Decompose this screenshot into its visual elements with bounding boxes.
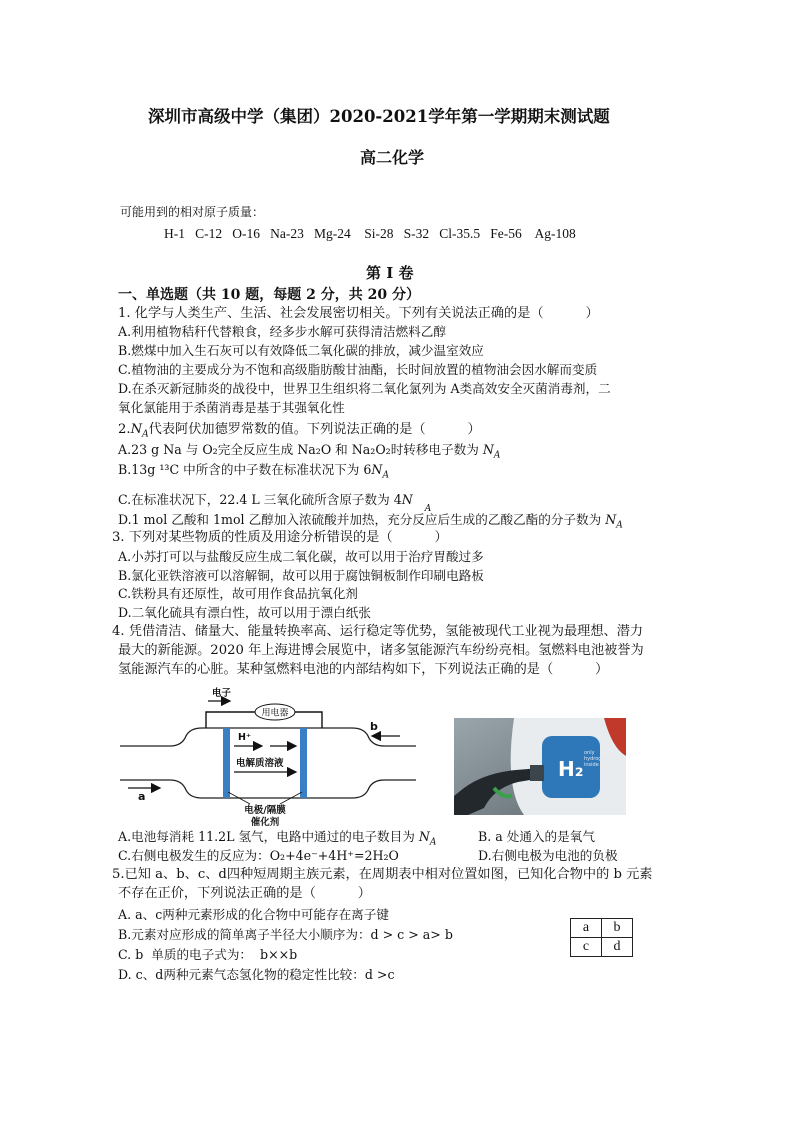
na-subscript: A [493,450,501,461]
device-label: 用电器 [261,708,289,719]
section-heading: 一、单选题（共 10 题，每题 2 分，共 20 分） [118,287,420,303]
left-electrode [223,728,230,798]
table-cell: d [602,938,633,957]
q5-stem-line1: 5.已知 a、b、c、d四种短周期主族元素，在周期表中相对位置如图，已知化合物中的 b 元素 [112,867,653,882]
q2-option-d-text: D.1 mol 乙酸和 1mol 乙醇加入浓硫酸并加热，充分反应后生成的乙酸乙酯的分子数为 [118,512,602,527]
nozzle-tip [530,765,544,781]
q1-option-b: B.燃煤中加入生石灰可以有效降低二氧化碳的排放，减少温室效应 [118,343,484,358]
exam-subject: 高二化学 [360,148,425,167]
h2-label: H₂ [558,757,584,781]
q1-stem: 1. 化学与人类生产、生活、社会发展密切相关。下列有关说法正确的是（ ） [118,306,599,321]
q4-stem-line3: 氢能源汽车的心脏。某种氢燃料电池的内部结构如下，下列说法正确的是（ ） [118,662,609,677]
na-symbol: N [605,512,617,527]
photo-small-text-2: hydrogen [584,756,608,762]
na-subscript: A [429,837,437,848]
table-cell: b [602,919,633,938]
q2-option-b-text: B.13g ¹³C 中所含的中子数在标准状况下为 6 [118,462,372,477]
electron-label: 电子 [212,688,232,699]
q2-option-a-text: A.23 g Na 与 O₂完全反应生成 Na₂O 和 Na₂O₂时转移电子数为 [118,442,479,457]
inlet-a-label: a [138,790,146,803]
catalyst-label: 催化剂 [250,817,280,826]
na-symbol: N [371,462,383,477]
q4-stem-line2: 最大的新能源。2020 年上海进博会展览中，诸多氢能源汽车纷纷亮相。氢燃料电池被誉为 [118,643,644,658]
q5-option-c: C. b 单质的电子式为： b××b [118,947,298,962]
q3-option-b: B.氯化亚铁溶液可以溶解铜，故可以用于腐蚀铜板制作印刷电路板 [118,568,484,583]
q3-option-a: A.小苏打可以与盐酸反应生成二氧化碳，故可以用于治疗胃酸过多 [118,549,484,564]
q4-option-c: C.右侧电极发生的反应为：O₂+4e⁻+4H⁺=2H₂O [118,848,399,863]
atomic-mass-label: 可能用到的相对原子质量： [120,205,265,219]
element-position-table [570,918,633,957]
table-row [571,938,633,957]
q1-option-c: C.植物油的主要成分为不饱和高级脂肪酸甘油酯，长时间放置的植物油会因水解而变质 [118,362,598,377]
q4-option-b: B. a 处通入的是氧气 [478,829,595,844]
q2-stem-text: 代表阿伏加德罗常数的值。下列说法正确的是（ ） [148,422,481,437]
q2-option-b [118,461,389,485]
table-cell: a [571,919,602,938]
q4-stem-line1: 4. 凭借清洁、储量大、能量转换率高、运行稳定等优势，氢能被现代工业视为最理想、潜力 [112,624,644,639]
na-subscript: A [142,429,149,440]
inlet-b-label: b [370,720,378,733]
q1-option-a: A.利用植物秸秆代替粮食，经多步水解可获得清洁燃料乙醇 [118,324,446,339]
na-symbol: N [401,492,413,507]
na-symbol: N [482,442,494,457]
na-subscript: A [616,520,623,531]
na-symbol: N [130,422,143,437]
q3-option-d: D.二氧化硫具有漂白性，故可以用于漂白纸张 [118,605,371,620]
q4-option-d: D.右侧电极为电池的负极 [478,848,618,863]
q1-option-d-cont: 氧化氯能用于杀菌消毒是基于其强氧化性 [118,400,345,415]
q5-option-d: D. c、d两种元素气态氢化物的稳定性比较：d >c [118,967,395,982]
fuel-cell-diagram [120,686,416,826]
part1-title: 第 Ⅰ 卷 [366,264,414,282]
q2-option-c-text: C.在标准状况下，22.4 L 三氧化硫所含原子数为 4 [118,492,402,507]
q3-option-c: C.铁粉具有还原性，故可用作食品抗氧化剂 [118,586,358,601]
q5-stem-line2: 不存在正价，下列说法正确的是（ ） [118,886,371,901]
hydrogen-car-photo [454,718,626,815]
electrode-label: 电极/隔膜 [244,805,286,816]
proton-label: H⁺ [238,732,251,743]
exam-title: 深圳市高级中学（集团）2020-2021学年第一学期期末测试题 [148,107,610,126]
na-subscript: A [424,503,432,514]
table-row [571,919,633,938]
q1-option-d: D.在杀灭新冠肺炎的战役中，世界卫生组织将二氧化氯列为 A类高效安全灭菌消毒剂，二 [118,381,611,396]
right-electrode [300,728,307,798]
q5-option-a: A. a、c两种元素形成的化合物中可能存在离子键 [118,907,389,922]
electrolyte-label: 电解质溶液 [236,758,284,769]
bottom-pipe [120,780,416,798]
photo-small-text-1: only [584,750,595,756]
atomic-mass-list: H-1 C-12 O-16 Na-23 Mg-24 Si-28 S-32 Cl-35.5 Fe-56 Ag-108 [164,226,576,241]
na-symbol: N [418,829,430,844]
na-subscript: A [382,470,389,481]
photo-small-text-3: inside [584,762,599,768]
table-cell: c [571,938,602,957]
q2-number: 2. [118,422,131,437]
q4-option-a-text: A.电池每消耗 11.2L 氢气，电路中通过的电子数目为 [118,829,415,844]
q3-stem: 3. 下列对某些物质的性质及用途分析错误的是（ ） [112,530,448,545]
q5-option-b: B.元素对应形成的简单离子半径大小顺序为：d > c > a> b [118,927,453,942]
